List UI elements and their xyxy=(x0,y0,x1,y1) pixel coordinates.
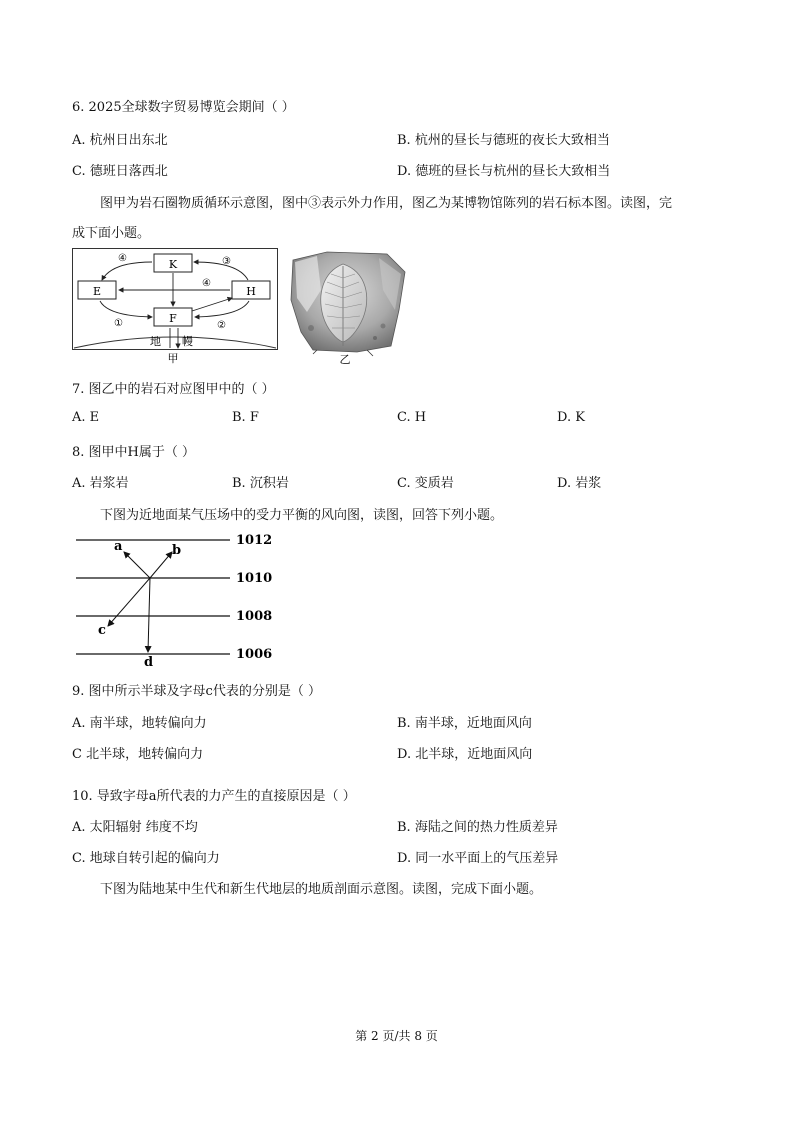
q7-option-a: A. E xyxy=(72,410,100,425)
q10-option-b: B. 海陆之间的热力性质差异 xyxy=(397,820,558,835)
label-4-top-left: ④ xyxy=(118,253,127,264)
arrow-label-a: a xyxy=(114,539,123,554)
q8-option-d: D. 岩浆 xyxy=(557,476,602,491)
arrow-b xyxy=(150,552,172,578)
q6-option-d: D. 德班的昼长与杭州的昼长大致相当 xyxy=(397,164,611,179)
box-k: K xyxy=(168,258,178,271)
intro-rock-cycle-line1: 图甲为岩石圈物质循环示意图，图中③表示外力作用，图乙为某博物馆陈列的岩石标本图。读图，完 xyxy=(100,196,673,211)
q6-option-c: C. 德班日落西北 xyxy=(72,164,168,179)
q9-option-d: D. 北半球，近地面风向 xyxy=(397,747,533,762)
q9-option-b: B. 南半球，近地面风向 xyxy=(397,716,532,731)
intro-rock-cycle-line2: 成下面小题。 xyxy=(72,226,151,241)
arrow-label-b: b xyxy=(172,543,182,558)
rock-cycle-diagram xyxy=(72,248,278,366)
q8-option-a: A. 岩浆岩 xyxy=(72,476,129,491)
isobar-label-1006: 1006 xyxy=(236,647,273,662)
isobar-label-1012: 1012 xyxy=(236,533,273,548)
intro-geology: 下图为陆地某中生代和新生代地层的地质剖面示意图。读图，完成下面小题。 xyxy=(100,882,543,897)
arrow-c xyxy=(108,578,150,626)
isobar-label-1008: 1008 xyxy=(236,609,273,624)
q8-stem: 8. 图甲中H属于（ ） xyxy=(72,445,196,460)
arrow-a xyxy=(124,552,150,578)
box-f: F xyxy=(169,312,177,325)
q9-stem: 9. 图中所示半球及字母c代表的分别是（ ） xyxy=(72,684,321,699)
caption-jia: 甲 xyxy=(167,352,179,365)
intro-wind: 下图为近地面某气压场中的受力平衡的风向图，读图，回答下列小题。 xyxy=(100,508,504,523)
q10-option-c: C. 地球自转引起的偏向力 xyxy=(72,851,220,866)
q10-option-d: D. 同一水平面上的气压差异 xyxy=(397,851,559,866)
label-3: ③ xyxy=(222,256,231,267)
isobar-label-1010: 1010 xyxy=(236,571,273,586)
box-h: H xyxy=(246,285,256,298)
q8-option-c: C. 变质岩 xyxy=(397,476,454,491)
q8-option-b: B. 沉积岩 xyxy=(232,476,289,491)
q9-option-a: A. 南半球，地转偏向力 xyxy=(72,716,207,731)
box-e: E xyxy=(92,285,102,298)
wind-diagram xyxy=(74,530,284,670)
q6-option-a: A. 杭州日出东北 xyxy=(72,133,168,148)
fossil-photo xyxy=(287,250,409,366)
q9-option-c: C 北半球，地转偏向力 xyxy=(72,747,204,762)
arrow-d xyxy=(148,578,150,652)
label-2: ② xyxy=(217,320,226,331)
q6-stem: 6. 2025全球数字贸易博览会期间（ ） xyxy=(72,100,295,115)
caption-yi: 乙 xyxy=(339,353,351,366)
label-earth: 地 xyxy=(150,335,161,348)
page-footer: 第 2 页/共 8 页 xyxy=(355,1029,438,1043)
label-mantle: 幔 xyxy=(182,335,193,348)
q7-stem: 7. 图乙中的岩石对应图甲中的（ ） xyxy=(72,382,275,397)
arrow-label-d: d xyxy=(144,655,154,670)
label-1: ① xyxy=(114,318,123,329)
q6-option-b: B. 杭州的昼长与德班的夜长大致相当 xyxy=(397,133,610,148)
q7-option-c: C. H xyxy=(397,410,427,425)
q7-option-d: D. K xyxy=(557,410,585,425)
q7-option-b: B. F xyxy=(232,410,259,425)
q10-stem: 10. 导致字母a所代表的力产生的直接原因是（ ） xyxy=(72,789,356,804)
arrow-label-c: c xyxy=(98,623,106,638)
q10-option-a: A. 太阳辐射 纬度不均 xyxy=(72,820,198,835)
label-4-middle: ④ xyxy=(202,278,211,289)
